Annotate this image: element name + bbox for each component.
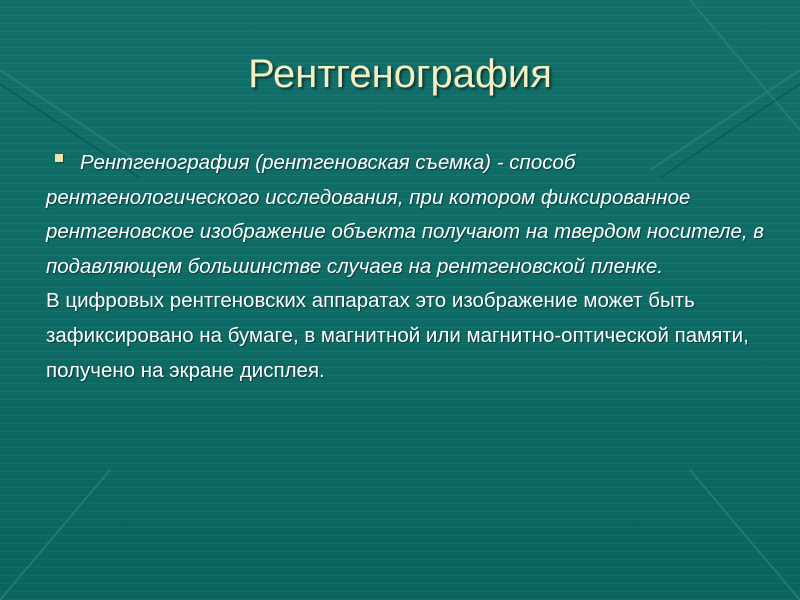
digital-paragraph: В цифровых рентгеновских аппаратах это изображение может быть зафиксировано на бумаге, в магнитной или магнитно-оптической памяти, получено на экране дисплея. — [46, 289, 749, 382]
slide-title: Рентгенография — [248, 52, 552, 96]
definition-paragraph: Рентгенография (рентгеновская съемка) - способ рентгенологического исследования, при котором фиксированное рентгеновское изображение объекта получают на твердом носителе, в подавляющем большинстве случаев на рентгеновской пленке. — [46, 151, 764, 278]
slide-body — [46, 146, 766, 388]
